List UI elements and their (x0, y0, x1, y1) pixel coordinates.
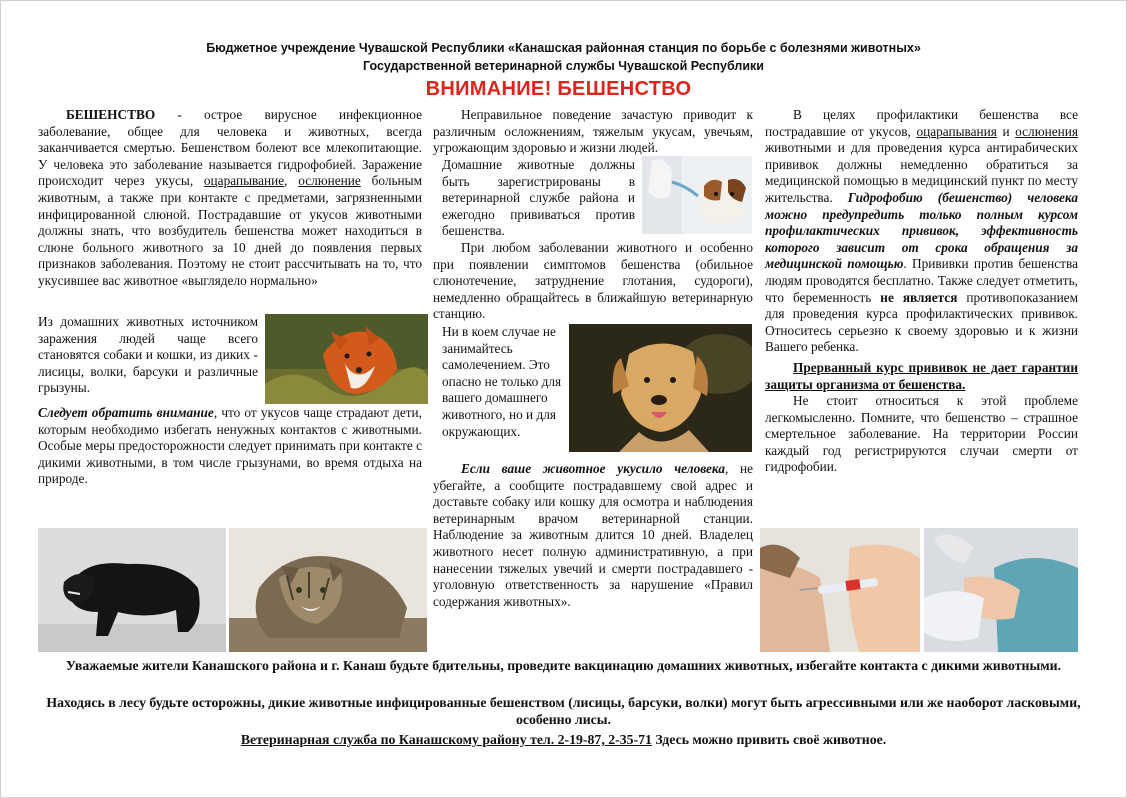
text-run: - острое вирусное инфекционное заболевание, общее для человека и животных, всегда заканчивается смертью. Бешенством болеют все млекопитающие. У человека это заболевание называется гидрофобией. Заражение происходит через укусы, (38, 107, 422, 189)
vet-with-dog-photo (642, 156, 752, 234)
text-run: животными и для проведения курса антирабических прививок должны немедленно обратиться за медицинской помощью в медицинский пункт по месту жительства. (765, 140, 1078, 205)
text-run: Если ваше животное укусило человека (461, 461, 725, 476)
prevention-paragraph (765, 107, 1078, 356)
text-run: больным животным, а также при контакте с предметами, загрязненными инфицированной слюной. Пострадавшие от укусов животными должны знать, что возбудитель бешенства может находиться в слюне больного животного за 10 дней до появления первых признаков заболевания. Поэтому не стоит рассчитывать на то, что укусившее вас животное «выглядело нормально» (38, 173, 422, 288)
fox-photo (265, 314, 428, 404)
text-run: Гидрофобию (бешенство) человека можно предупредить только полным курсом профилактических прививок, эффективность которого зависит от срока обращения за медицинской помощью (765, 189, 1078, 272)
text-run: и (996, 123, 1016, 139)
text-run: . Прививки против бешенства людям проводятся бесплатно. Также следует отметить, что беременность (765, 256, 1078, 305)
text-run: Здесь можно привить своё животное. (651, 732, 887, 747)
text-run: не является (880, 289, 958, 305)
appeal-forest-caution: Находясь в лесу будьте осторожны, дикие животные инфицированные бешенством (лисицы, барсуки, волки) могут быть агрессивными или же наоборот ласковыми, особенно лисы. (46, 695, 1081, 727)
column-2-intro (433, 107, 753, 157)
rabies-term: БЕШЕНСТВО (66, 107, 156, 122)
text-run: Из домашних животных источником заражения людей чаще всего становятся собаки и кошки, из диких - лисицы, волки, барсуки и различные грызуны. (38, 314, 258, 396)
text-run: ослюнение (298, 173, 361, 189)
organization-subtitle: Государственной ветеринарной службы Чувашской Республики (363, 59, 764, 73)
child-vaccination-photo (924, 528, 1078, 652)
column-3 (765, 107, 1078, 476)
page-title: ВНИМАНИЕ! БЕШЕНСТВО (425, 78, 692, 100)
registration-paragraph (442, 157, 635, 240)
text-run: Неправильное поведение зачастую приводит к различным осложнениям, тяжелым укусам, увечьям, угрожающим здоровью и жизни людей. (433, 107, 753, 156)
dog-photo (569, 324, 752, 452)
no-self-treatment-paragraph (442, 324, 562, 440)
interrupted-course-warning: Прерванный курс прививок не дает гарантии защиты организма от бешенства. (765, 359, 1078, 392)
vaccination-injection-photo (760, 528, 920, 652)
symptoms-paragraph (433, 240, 753, 323)
if-bitten-paragraph (433, 461, 753, 610)
text-run: противопоказанием для проведения курса профилактических прививок. Относитесь серьезно к своему здоровью и к жизни Вашего ребенка. (765, 289, 1079, 355)
text-run: В целях профилактики бешенства все пострадавшие от укусов, (765, 107, 1078, 139)
text-run: , что от укусов чаще страдают дети, которым необходимо избегать ненужных контактов с животными. Особые меры предосторожности следует принимать при контакте с дикими животными, в том числе грызунами, во время отдыха на природе. (38, 405, 422, 487)
rabies-definition-paragraph (38, 107, 422, 290)
aggressive-cat-photo (229, 528, 427, 652)
column-1 (38, 107, 422, 290)
text-run: , (284, 173, 299, 189)
closing-paragraph: Не стоит относиться к этой проблеме легкомысленно. Помните, что бешенство – страшное смертельное заболевание. На территории России каждый год регистрируются случаи смерти от гидрофобии. (765, 393, 1078, 475)
text-run: Домашние животные должны быть зарегистрированы в ветеринарной службе района и ежегодно прививаться против бешенства. (442, 157, 635, 239)
domestic-sources-paragraph (38, 314, 258, 397)
aggressive-black-dog-photo (38, 528, 226, 652)
text-run: Ни в коем случае не занимайтесь самолечением. Это опасно не только для вашего домашнего животного, но и для окружающих. (442, 324, 562, 439)
text-run: При любом заболевании животного и особенно при появлении симптомов бешенства (обильное слюнотечение, затруднение глотания, судороги), немедленно обращайтесь в ближайшую ветеринарную станцию. (433, 240, 753, 322)
text-run: , не убегайте, а сообщите пострадавшему свой адрес и доставьте собаку или кошку для осмотра и наблюдения ветеринарным врачом ветеринарной станции. Наблюдение за животным длится 10 дней. Владелец животного несет полную административную, а при нанесении тяжелых увечий и смерти пострадавшего - уголовную ответственность за нарушение «Правил содержания животных». (433, 461, 753, 609)
text-run: оцарапывание (203, 173, 285, 189)
appeal-vaccination: Уважаемые жители Канашского района и г. Канаш будьте бдительны, проведите вакцинацию домашних животных, избегайте контакта с дикими животными. (65, 658, 1062, 673)
contact-phones: Ветеринарная служба по Канашскому району тел. 2-19-87, 2-35-71 (240, 732, 652, 747)
text-run: ослюнения (1015, 123, 1078, 139)
text-run: Следует обратить внимание (38, 405, 214, 420)
organization-name: Бюджетное учреждение Чувашской Республики «Канашская районная станция по борьбе с болезнями животных» (206, 41, 921, 55)
text-run: оцарапывания (916, 123, 997, 139)
contact-line (30, 731, 1097, 748)
attention-paragraph (38, 405, 422, 488)
